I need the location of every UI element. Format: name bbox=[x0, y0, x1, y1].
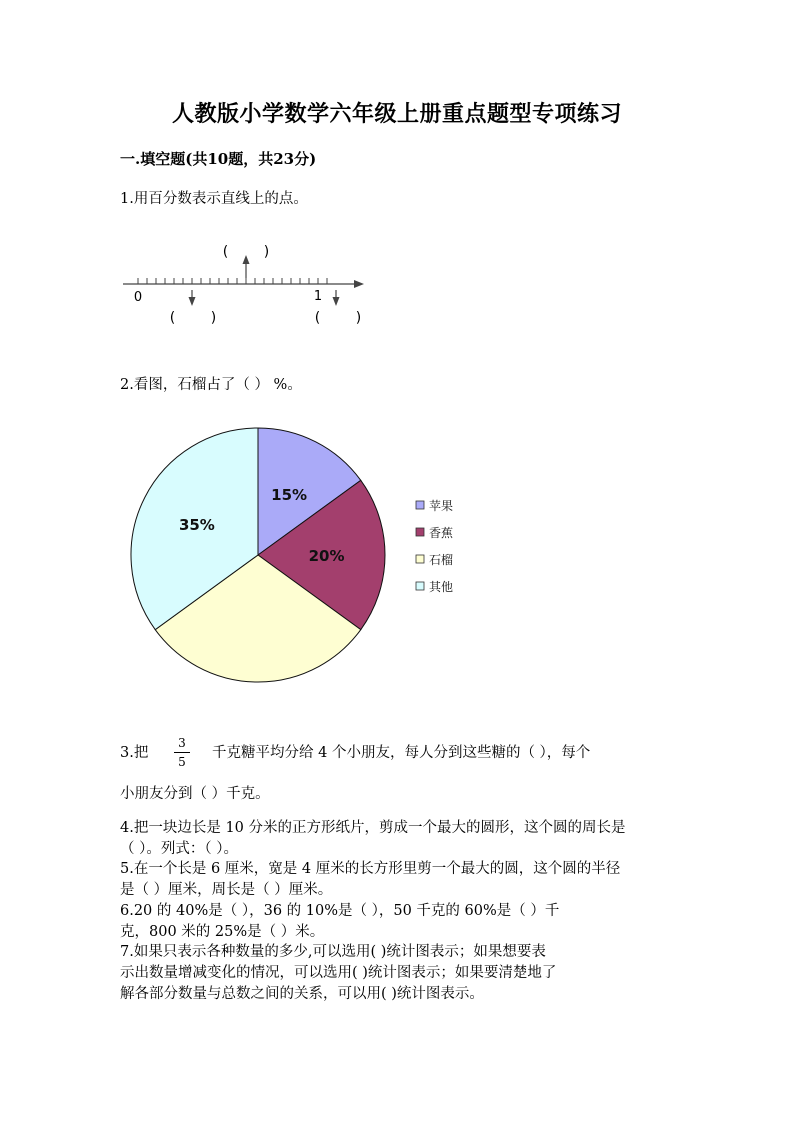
arrow-down-left-head bbox=[189, 297, 196, 306]
page-title: 人教版小学数学六年级上册重点题型专项练习 bbox=[171, 101, 622, 127]
question-5-line1: 5.在一个长是 6 厘米，宽是 4 厘米的长方形里剪一个最大的圆，这个圆的半径 bbox=[120, 861, 621, 877]
blank-top: ( ) bbox=[222, 244, 270, 260]
fraction-numerator: 3 bbox=[178, 736, 186, 750]
legend-label-2: 石榴 bbox=[429, 553, 454, 567]
question-4-line2: （ ）。列式：（ ）。 bbox=[120, 841, 238, 857]
label-one: 1 bbox=[313, 289, 323, 304]
legend-label-3: 其他 bbox=[429, 580, 454, 594]
question-6-line1: 6.20 的 40%是（ ），36 的 10%是（ ），50 千克的 60%是（ ）千 bbox=[120, 903, 560, 919]
number-line-ticks bbox=[138, 278, 327, 284]
legend-swatch-2 bbox=[416, 555, 424, 563]
legend-label-1: 香蕉 bbox=[429, 526, 454, 540]
question-5 bbox=[120, 859, 620, 901]
question-7-line3: 解各部分数量与总数之间的关系，可以用( )统计图表示。 bbox=[120, 986, 484, 1002]
question-7 bbox=[120, 942, 556, 1005]
fraction-three-fifths bbox=[174, 736, 190, 769]
number-line-figure bbox=[118, 238, 378, 333]
arrow-down-right-head bbox=[333, 297, 340, 306]
fraction-bar bbox=[174, 752, 190, 753]
blank-right: ( ) bbox=[314, 310, 362, 326]
blank-left: ( ) bbox=[169, 310, 217, 326]
question-2-text: 2.看图，石榴占了（ ） %。 bbox=[120, 377, 302, 393]
question-3-line2: 小朋友分到（ ）千克。 bbox=[120, 786, 270, 802]
pie-slice-label-1: 20% bbox=[308, 547, 345, 565]
legend-label-0: 苹果 bbox=[429, 499, 454, 513]
question-3-prefix: 3.把 bbox=[120, 745, 149, 761]
question-6-line2: 克，800 米的 25%是（ ）米。 bbox=[120, 924, 325, 940]
legend-swatch-0 bbox=[416, 501, 424, 509]
section-heading: 一.填空题(共10题，共23分) bbox=[120, 150, 317, 168]
label-zero: 0 bbox=[133, 290, 143, 305]
pie-slices bbox=[131, 428, 385, 682]
question-4 bbox=[120, 818, 626, 860]
pie-slice-label-3: 35% bbox=[178, 515, 215, 534]
question-7-line2: 示出数量增减变化的情况，可以选用( )统计图表示；如果要清楚地了 bbox=[120, 965, 557, 981]
number-line-arrow-head bbox=[354, 280, 364, 288]
question-1-text: 1.用百分数表示直线上的点。 bbox=[120, 191, 308, 207]
fraction-denominator: 5 bbox=[178, 755, 186, 769]
question-3-text: 千克糖平均分给 4 个小朋友，每人分到这些糖的（ ），每个 bbox=[212, 745, 591, 761]
legend-swatch-3 bbox=[416, 582, 424, 590]
question-5-line2: 是（ ）厘米，周长是（ ）厘米。 bbox=[120, 882, 333, 898]
question-4-line1: 4.把一块边长是 10 分米的正方形纸片，剪成一个最大的圆形，这个圆的周长是 bbox=[120, 820, 626, 836]
question-7-line1: 7.如果只表示各种数量的多少,可以选用( )统计图表示；如果想要表 bbox=[120, 944, 546, 960]
pie-slice-label-0: 15% bbox=[271, 485, 308, 504]
legend-swatch-1 bbox=[416, 528, 424, 536]
pie-chart bbox=[120, 420, 480, 695]
pie-legend bbox=[416, 499, 453, 594]
question-6 bbox=[120, 901, 559, 943]
